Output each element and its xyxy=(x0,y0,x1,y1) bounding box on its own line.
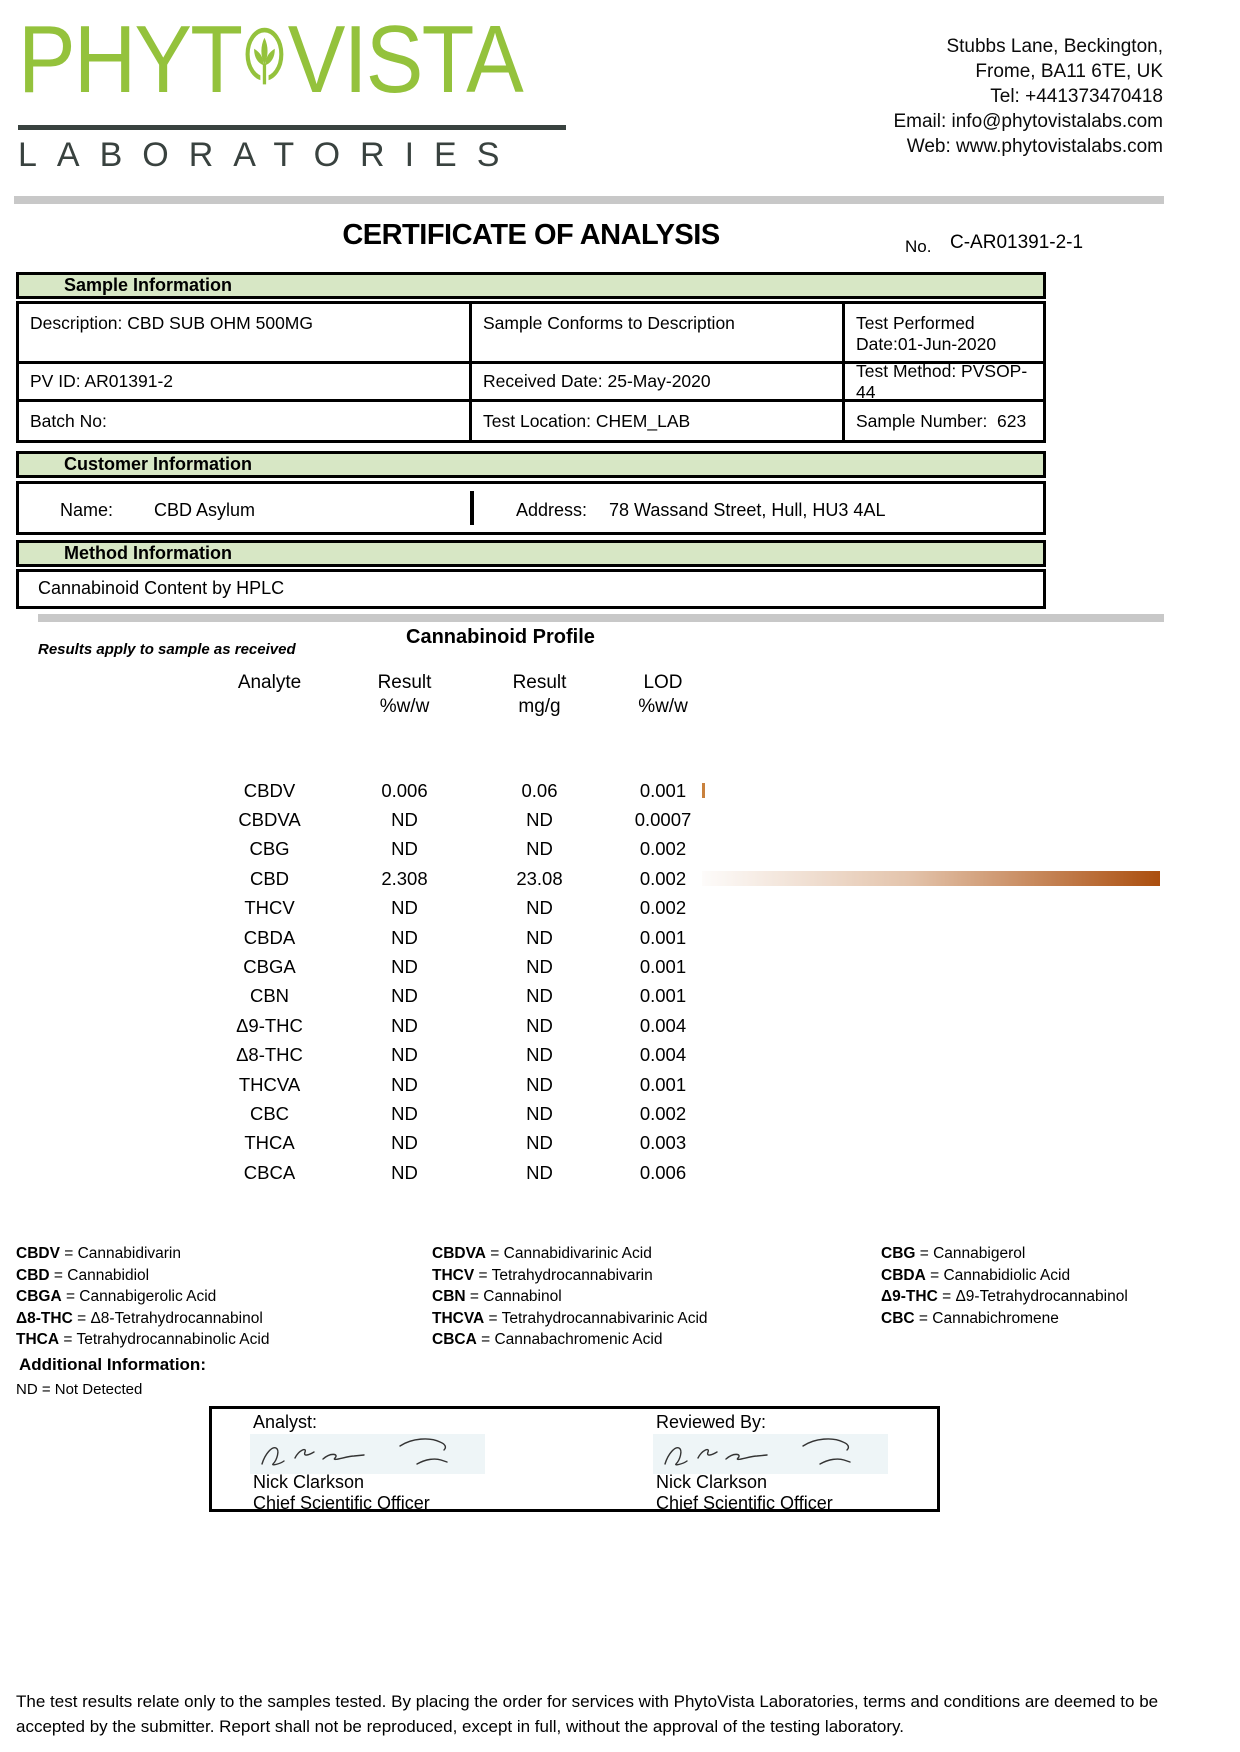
contact-line: Stubbs Lane, Beckington, xyxy=(946,36,1163,57)
legend-column-2 xyxy=(432,1243,708,1351)
nd-note: ND = Not Detected xyxy=(16,1381,143,1398)
analyte-cell: CBDA xyxy=(243,926,296,948)
analyte-cell: Δ9-THC xyxy=(236,1014,303,1036)
lod-cell: 0.001 xyxy=(639,1073,687,1095)
sample-conforms-cell: Sample Conforms to Description xyxy=(472,304,845,364)
page-title: CERTIFICATE OF ANALYSIS xyxy=(342,219,720,251)
result-mgg-cell: ND xyxy=(526,985,553,1007)
legend-entry: CBC = Cannabichromene xyxy=(881,1309,1059,1327)
result-pct-cell: ND xyxy=(391,1161,418,1183)
cannabinoid-profile-title: Cannabinoid Profile xyxy=(406,626,595,648)
result-pct-cell: ND xyxy=(391,897,418,919)
reviewed-by-label: Reviewed By: xyxy=(656,1412,767,1432)
result-mgg-cell: ND xyxy=(526,956,553,978)
lod-cell: 0.001 xyxy=(639,926,687,948)
leaf-icon xyxy=(244,10,285,104)
result-pct-cell: ND xyxy=(391,1102,418,1124)
cannabinoid-row xyxy=(202,1129,922,1158)
analyte-cell: CBN xyxy=(249,985,290,1007)
legend-entry: Δ9-THC = Δ9-Tetrahydrocannabinol xyxy=(881,1288,1128,1305)
analyte-cell: CBG xyxy=(249,838,290,860)
reviewer-signature-image xyxy=(653,1434,888,1474)
result-pct-cell: ND xyxy=(391,1073,418,1095)
lod-cell: 0.004 xyxy=(639,1014,687,1036)
result-mgg-cell: 0.06 xyxy=(521,779,558,801)
reviewer-title: Chief Scientific Officer xyxy=(656,1493,833,1513)
cannabinoid-row xyxy=(202,1099,922,1128)
analyte-cell: CBDV xyxy=(243,779,296,801)
result-pct-cell: ND xyxy=(391,809,418,831)
result-mgg-cell: ND xyxy=(526,1132,553,1154)
legend-column-1 xyxy=(16,1243,269,1351)
analyte-cell: THCVA xyxy=(238,1073,301,1095)
logo-divider xyxy=(18,125,566,130)
header-divider xyxy=(14,196,1164,204)
legend-entry: CBDVA = Cannabidivarinic Acid xyxy=(432,1245,652,1262)
sample-information-table xyxy=(16,301,1046,443)
legend-entry: CBDV = Cannabidivarin xyxy=(16,1245,181,1262)
section-divider xyxy=(38,614,1164,622)
analyte-cell: Δ8-THC xyxy=(236,1044,303,1066)
contact-block xyxy=(893,34,1163,159)
results-note: Results apply to sample as received xyxy=(38,641,296,658)
footer-disclaimer: The test results relate only to the samples tested. By placing the order for services with PhytoVista Laboratories, terms and conditions are deemed to be accepted by the submitter. Report shall not be reproduced, except in full, without the approval of the testing laboratory. xyxy=(16,1692,1159,1736)
legend-entry: CBCA = Cannabachromenic Acid xyxy=(432,1331,663,1348)
lod-cell: 0.001 xyxy=(639,956,687,978)
result-pct-cell: ND xyxy=(391,926,418,948)
cannabinoid-row xyxy=(202,894,922,923)
cannabinoid-table-body xyxy=(202,776,922,1190)
result-pct-cell: ND xyxy=(391,1014,418,1036)
reviewer-signature-block xyxy=(653,1409,963,1513)
analyst-title: Chief Scientific Officer xyxy=(253,1493,430,1513)
analyte-cell: THCA xyxy=(244,1132,295,1154)
cannabinoid-table-header xyxy=(202,671,719,719)
cannabinoid-row xyxy=(202,835,922,864)
signature-box xyxy=(209,1406,940,1512)
contact-line: Email: info@phytovistalabs.com xyxy=(893,111,1163,132)
cannabinoid-row xyxy=(202,923,922,952)
result-mgg-cell: ND xyxy=(526,926,553,948)
col-subheader-result-mgg: mg/g xyxy=(518,696,561,717)
customer-divider xyxy=(470,491,474,525)
result-pct-cell: ND xyxy=(391,956,418,978)
result-pct-cell: 0.006 xyxy=(381,779,428,801)
lod-cell: 0.002 xyxy=(639,1102,687,1124)
additional-information-title: Additional Information: xyxy=(19,1355,206,1374)
cannabinoid-row xyxy=(202,776,922,805)
analyte-cell: CBGA xyxy=(243,956,296,978)
logo-text-part2: VISTA xyxy=(287,6,522,113)
lod-cell: 0.001 xyxy=(639,779,687,801)
legend-entry: THCA = Tetrahydrocannabinolic Acid xyxy=(16,1331,270,1348)
logo-subtitle: LABORATORIES xyxy=(18,135,520,174)
received-date-cell: Received Date: 25-May-2020 xyxy=(472,364,845,402)
col-subheader-lod: %w/w xyxy=(638,696,688,717)
result-mgg-cell: ND xyxy=(526,1044,553,1066)
result-mgg-cell: ND xyxy=(526,809,553,831)
result-mgg-cell: ND xyxy=(526,1102,553,1124)
customer-information-box xyxy=(16,481,1046,535)
customer-address: 78 Wassand Street, Hull, HU3 4AL xyxy=(609,500,886,520)
result-pct-cell: ND xyxy=(391,1044,418,1066)
test-location-cell: Test Location: CHEM_LAB xyxy=(472,402,845,440)
analyst-signature-image xyxy=(250,1434,485,1474)
analyte-cell: CBC xyxy=(249,1102,290,1124)
result-mgg-cell: ND xyxy=(526,838,553,860)
sample-number-cell: Sample Number: 623 xyxy=(856,410,1027,431)
contact-line: Frome, BA11 6TE, UK xyxy=(975,61,1163,82)
legend-entry: CBN = Cannabinol xyxy=(432,1288,562,1305)
analyte-cell: CBD xyxy=(249,867,290,889)
section-title-sample-information: Sample Information xyxy=(16,272,1046,299)
col-header-lod: LOD xyxy=(643,672,683,693)
lod-cell: 0.001 xyxy=(639,985,687,1007)
test-performed-date-cell: Test Performed Date:01-Jun-2020 xyxy=(845,304,1043,364)
analyte-cell: CBDVA xyxy=(238,809,301,831)
lod-cell: 0.002 xyxy=(639,897,687,919)
logo xyxy=(18,6,578,175)
analyst-label: Analyst: xyxy=(253,1412,318,1432)
cannabinoid-row xyxy=(202,1070,922,1099)
sample-description-cell: Description: CBD SUB OHM 500MG xyxy=(19,304,472,364)
lod-cell: 0.002 xyxy=(639,867,687,889)
lod-cell: 0.0007 xyxy=(634,809,692,831)
result-mgg-cell: ND xyxy=(526,1161,553,1183)
customer-name-label: Name: xyxy=(60,500,114,520)
lod-cell: 0.004 xyxy=(639,1044,687,1066)
analyte-cell: CBCA xyxy=(243,1161,296,1183)
col-subheader-result-pct: %w/w xyxy=(379,696,430,717)
legend-entry: CBGA = Cannabigerolic Acid xyxy=(16,1288,217,1305)
col-header-result-pct: Result xyxy=(377,672,432,693)
contact-line: Web: www.phytovistalabs.com xyxy=(906,136,1163,157)
legend-entry: CBD = Cannabidiol xyxy=(16,1266,150,1284)
legend-column-3 xyxy=(881,1243,1128,1329)
result-pct-cell: ND xyxy=(391,838,418,860)
legend-entry: THCVA = Tetrahydrocannabivarinic Acid xyxy=(432,1309,708,1327)
result-mgg-cell: ND xyxy=(526,897,553,919)
certificate-number: C-AR01391-2-1 xyxy=(950,232,1084,253)
result-mgg-cell: 23.08 xyxy=(516,867,563,889)
legend-entry: Δ8-THC = Δ8-Tetrahydrocannabinol xyxy=(16,1309,263,1327)
result-pct-cell: ND xyxy=(391,985,418,1007)
method-information-box: Cannabinoid Content by HPLC xyxy=(16,569,1046,609)
result-pct-cell: 2.308 xyxy=(381,867,428,889)
lod-cell: 0.006 xyxy=(639,1161,687,1183)
customer-name: CBD Asylum xyxy=(154,500,256,520)
cannabinoid-row xyxy=(202,982,922,1011)
lod-cell: 0.003 xyxy=(639,1132,687,1154)
section-title-method-information: Method Information xyxy=(16,540,1046,567)
cannabinoid-row xyxy=(202,1041,922,1070)
cannabinoid-row xyxy=(202,805,922,834)
analyst-name: Nick Clarkson xyxy=(253,1472,365,1492)
reviewer-name: Nick Clarkson xyxy=(656,1472,768,1492)
logo-text-part1: PHYT xyxy=(18,6,242,113)
result-bar xyxy=(702,871,1160,886)
result-mgg-cell: ND xyxy=(526,1073,553,1095)
cannabinoid-row xyxy=(202,1011,922,1040)
legend-entry: CBDA = Cannabidiolic Acid xyxy=(881,1266,1071,1284)
cannabinoid-row xyxy=(202,1158,922,1187)
logo-wordmark xyxy=(18,6,522,113)
pv-id-cell: PV ID: AR01391-2 xyxy=(19,364,472,402)
contact-line: Tel: +441373470418 xyxy=(990,86,1163,107)
analyst-signature-block xyxy=(250,1409,560,1513)
analyte-cell: THCV xyxy=(244,897,295,919)
test-method-cell: Test Method: PVSOP-44 xyxy=(845,364,1043,402)
col-header-analyte: Analyte xyxy=(237,672,302,693)
result-bar xyxy=(702,783,705,798)
batch-no-cell: Batch No: xyxy=(19,402,472,440)
legend-entry: THCV = Tetrahydrocannabivarin xyxy=(432,1266,653,1284)
result-mgg-cell: ND xyxy=(526,1014,553,1036)
certificate-number-label: No. xyxy=(905,237,932,256)
legend-entry: CBG = Cannabigerol xyxy=(881,1245,1026,1262)
col-header-result-mgg: Result xyxy=(512,672,567,693)
result-pct-cell: ND xyxy=(391,1132,418,1154)
lod-cell: 0.002 xyxy=(639,838,687,860)
customer-address-label: Address: xyxy=(516,500,588,520)
cannabinoid-row xyxy=(202,952,922,981)
section-title-customer-information: Customer Information xyxy=(16,451,1046,478)
